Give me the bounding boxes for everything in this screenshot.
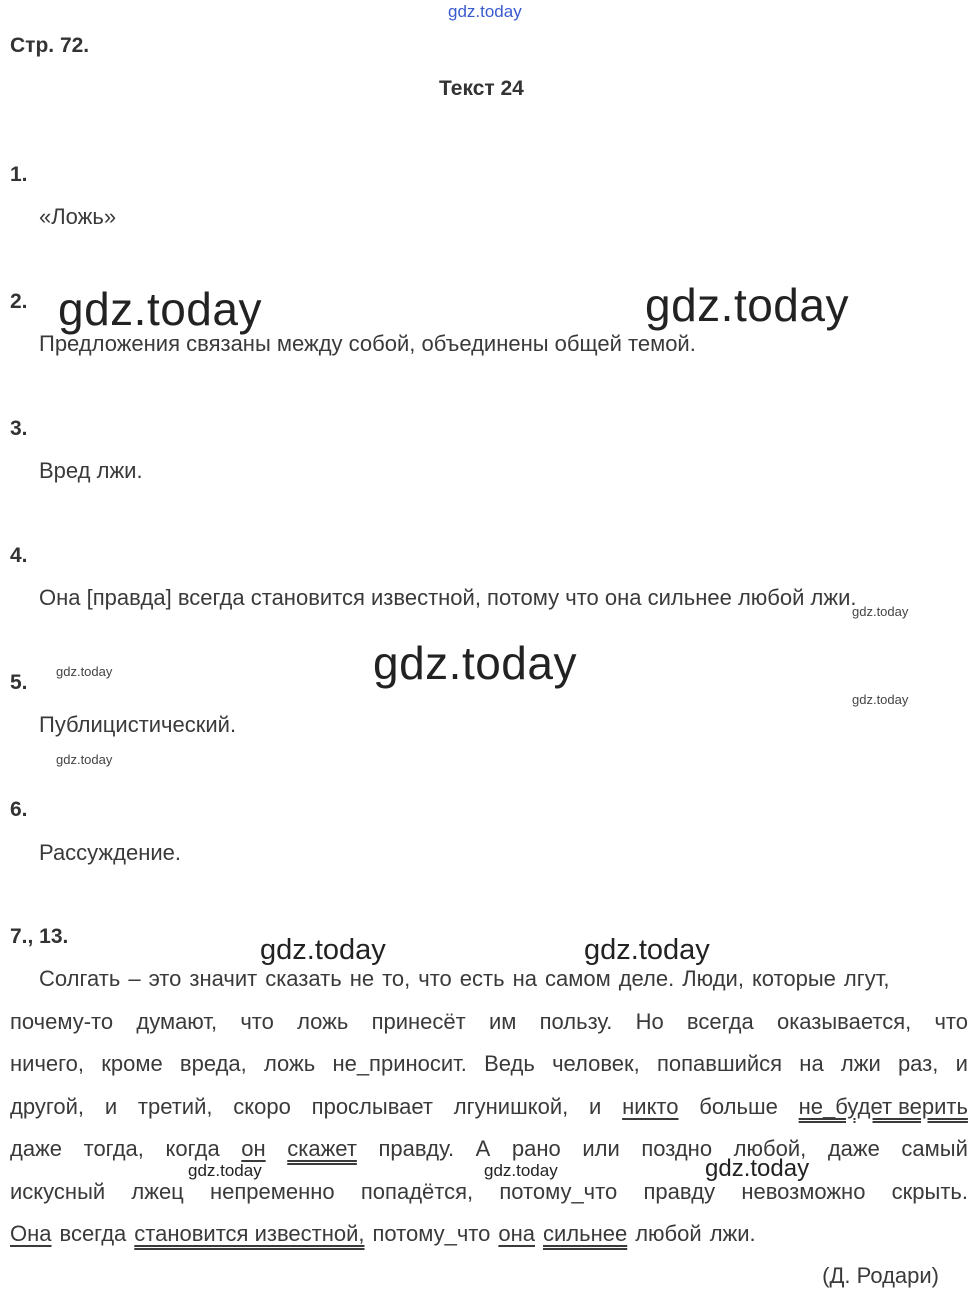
paragraph-word: всегда [59,1221,127,1246]
page-reference: Стр. 72. [10,34,90,57]
paragraph-line [10,1128,968,1171]
paragraph-word: ложь [263,1051,316,1076]
answer-number-1: 1. [10,163,28,186]
paragraph-word: больше [699,1093,778,1119]
paragraph-word: это [148,966,182,991]
paragraph-word: любой, [733,1136,807,1161]
paragraph-word: и [955,1051,968,1076]
paragraph-word: когда [165,1136,220,1161]
watermark: gdz.today [852,604,909,619]
paragraph-word: самом [544,966,611,991]
watermark: gdz.today [584,934,710,966]
watermark: gdz.today [373,637,577,689]
paragraph-word: не_приносит. [332,1051,467,1076]
paragraph-word: искусный [10,1178,106,1204]
paragraph-word: или [582,1136,620,1161]
paragraph-word: попавшийся [656,1051,783,1076]
paragraph-word: потому_что [372,1221,491,1246]
predicate-underlined: становится известной, [134,1221,365,1246]
paragraph-word: даже [827,1136,880,1161]
paragraph-word: тогда, [83,1136,144,1161]
paragraph-line [10,1213,968,1256]
top-watermark: gdz.today [448,2,522,21]
paragraph-word: правду. [378,1136,455,1161]
paragraph-word: на [799,1051,824,1076]
paragraph-word: правду [643,1178,716,1204]
paragraph-word: поздно [641,1136,713,1161]
author-attribution: (Д. Родари) [822,1263,939,1288]
answer-number-3: 3. [10,417,28,440]
paragraph-line [10,1171,968,1214]
paragraph-word: ничего, [10,1051,85,1076]
answer-text-5: Публицистический. [39,712,237,737]
paragraph-word: даже [10,1136,63,1161]
paragraph-line [10,958,968,1001]
subject-underlined: она [498,1221,535,1246]
paragraph-word: Но [635,1008,664,1034]
paragraph-word: почему-то [10,1008,114,1034]
subject-underlined: Она [10,1221,52,1246]
paragraph-word: прослывает [311,1093,433,1119]
paragraph-word: что [240,1008,274,1034]
answer-text-4: Она [правда] всегда становится известной, потому что она сильнее любой лжи. [39,585,857,610]
watermark: gdz.today [852,692,909,707]
predicate-underlined: сильнее [543,1221,628,1246]
paragraph-word: Солгать [39,966,121,991]
watermark: gdz.today [188,1161,262,1180]
paragraph-word: третий, [137,1093,213,1119]
paragraph-line [10,1001,968,1044]
answer-number-6: 6. [10,798,28,821]
paragraph-word: значит [189,966,258,991]
paragraph-word: самый [901,1136,968,1161]
paragraph-word: попадётся, [360,1178,474,1204]
paragraph-word: А [475,1136,491,1161]
paragraph-word: Люди, [682,966,744,991]
paragraph-word: ложь [297,1008,349,1034]
paragraph-word: есть [459,966,505,991]
answer-number-7-13: 7., 13. [10,925,69,948]
paragraph-word: другой, [10,1093,85,1119]
paragraph-word: раз, [897,1051,939,1076]
watermark: gdz.today [58,283,262,335]
paragraph-word: скрыть. [891,1178,968,1204]
paragraph-word: принесёт [371,1008,466,1034]
paragraph-word: что [418,966,452,991]
paragraph-word: – [128,966,141,991]
answer-number-2: 2. [10,290,28,313]
paragraph-word: и [104,1093,118,1119]
answer-text-3: Вред лжи. [39,458,143,483]
paragraph-word: пользу. [539,1008,613,1034]
watermark: gdz.today [56,664,113,679]
analyzed-paragraph [10,958,968,1256]
paragraph-word: деле. [618,966,675,991]
paragraph-word: скоро [233,1093,291,1119]
subject-underlined: никто [622,1093,679,1119]
paragraph-word: кроме [101,1051,163,1076]
paragraph-word: невозможно [741,1178,866,1204]
predicate-underlined: не_будет верить [798,1093,968,1119]
subject-underlined: он [241,1136,266,1161]
text-title: Текст 24 [439,77,524,100]
answer-text-6: Рассуждение. [39,840,182,865]
watermark: gdz.today [260,934,386,966]
paragraph-word: непременно [210,1178,335,1204]
paragraph-word: рано [511,1136,561,1161]
paragraph-word: и [589,1093,602,1119]
paragraph-word: оказывается, [776,1008,912,1034]
paragraph-word: думают, [136,1008,218,1034]
watermark: gdz.today [56,752,113,767]
answer-number-4: 4. [10,544,28,567]
paragraph-word: лгунишкой, [453,1093,569,1119]
watermark: gdz.today [705,1155,810,1182]
paragraph-line [10,1043,968,1086]
answer-text-2: Предложения связаны между собой, объединены общей темой. [39,331,696,356]
paragraph-line [10,1086,968,1129]
paragraph-word: что [934,1008,968,1034]
paragraph-word: то, [382,966,411,991]
paragraph-word: лжи. [709,1221,756,1246]
paragraph-word: потому_что [499,1178,618,1204]
paragraph-word: всегда [686,1008,754,1034]
paragraph-word: им [488,1008,517,1034]
answer-number-5: 5. [10,671,28,694]
paragraph-word: не [349,966,375,991]
watermark: gdz.today [484,1161,558,1180]
paragraph-word: любой [635,1221,702,1246]
paragraph-word: лжец [131,1178,184,1204]
paragraph-word: которые [751,966,836,991]
paragraph-word: сказать [265,966,342,991]
paragraph-word: лгут, [843,966,890,991]
answer-text-1: «Ложь» [39,204,117,229]
predicate-underlined: скажет [287,1136,357,1161]
paragraph-word: лжи [840,1051,881,1076]
watermark: gdz.today [645,279,849,331]
paragraph-word: Ведь [484,1051,535,1076]
paragraph-word: на [512,966,537,991]
paragraph-word: вреда, [179,1051,247,1076]
paragraph-word: человек, [552,1051,640,1076]
